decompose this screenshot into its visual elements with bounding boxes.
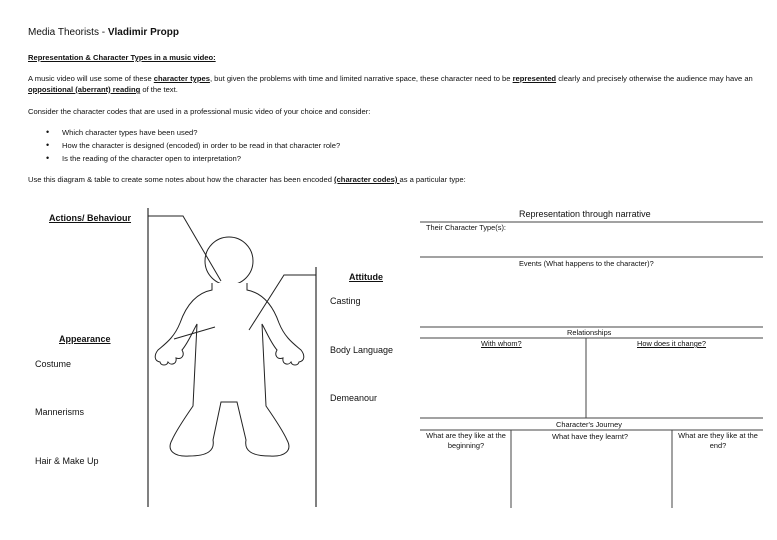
label-costume: Costume (35, 359, 72, 369)
intro-text-1: A music video will use some of these (28, 74, 154, 83)
list-item: • Which character types have been used? (46, 126, 340, 139)
label-attitude: Attitude (349, 272, 383, 282)
label-actions-behaviour: Actions/ Behaviour (49, 213, 132, 223)
label-casting: Casting (330, 296, 361, 306)
consider-text: Consider the character codes that are used in a professional music video of your choice and consider: (28, 107, 371, 116)
intro-text-2: , but given the problems with time and limited narrative space, these character need to be (209, 74, 513, 83)
label-body-language: Body Language (330, 345, 394, 355)
label-mannerisms: Mannerisms (35, 407, 85, 417)
person-outline (155, 237, 304, 456)
intro-term-character-types: character types (153, 74, 210, 83)
intro-text-3: clearly and precisely otherwise the audience may have an (556, 74, 753, 83)
list-item: • How the character is designed (encoded) in order to be read in that character role? (46, 139, 340, 152)
intro-term-oppositional: oppositional (aberrant) reading (28, 85, 141, 94)
person-body (155, 283, 304, 456)
label-demeanour: Demeanour (330, 393, 378, 403)
table-character-type: Their Character Type(s): (426, 223, 506, 232)
table-events: Events (What happens to the character)? (519, 259, 654, 268)
person-head (205, 237, 253, 285)
intro-text-4: of the text. (140, 85, 178, 94)
table-beginning: What are they like at the beginning? (426, 431, 506, 450)
instruction-text-1: Use this diagram & table to create some notes about how the character has been encoded (28, 175, 335, 184)
table-with-whom: With whom? (481, 339, 522, 348)
table-end: What are they like at the end? (678, 431, 758, 450)
label-appearance: Appearance (59, 334, 111, 344)
title-name: Vladimir Propp (107, 27, 179, 38)
table-how-change: How does it change? (637, 339, 707, 348)
intro-term-represented: represented (512, 74, 557, 83)
instruction-text-2: as a particular type: (399, 175, 466, 184)
title-prefix: Media Theorists - (28, 27, 108, 38)
table-relationships: Relationships (567, 328, 612, 337)
table-title: Representation through narrative (519, 209, 651, 219)
instruction-term: (character codes) (334, 175, 400, 184)
table-journey: Character's Journey (556, 420, 622, 429)
list-item: • Is the reading of the character open to interpretation? (46, 152, 340, 165)
section-subhead: Representation & Character Types in a music video: (28, 53, 216, 62)
table-learnt: What have they learnt? (552, 432, 629, 441)
label-hair-makeup: Hair & Make Up (35, 456, 99, 466)
